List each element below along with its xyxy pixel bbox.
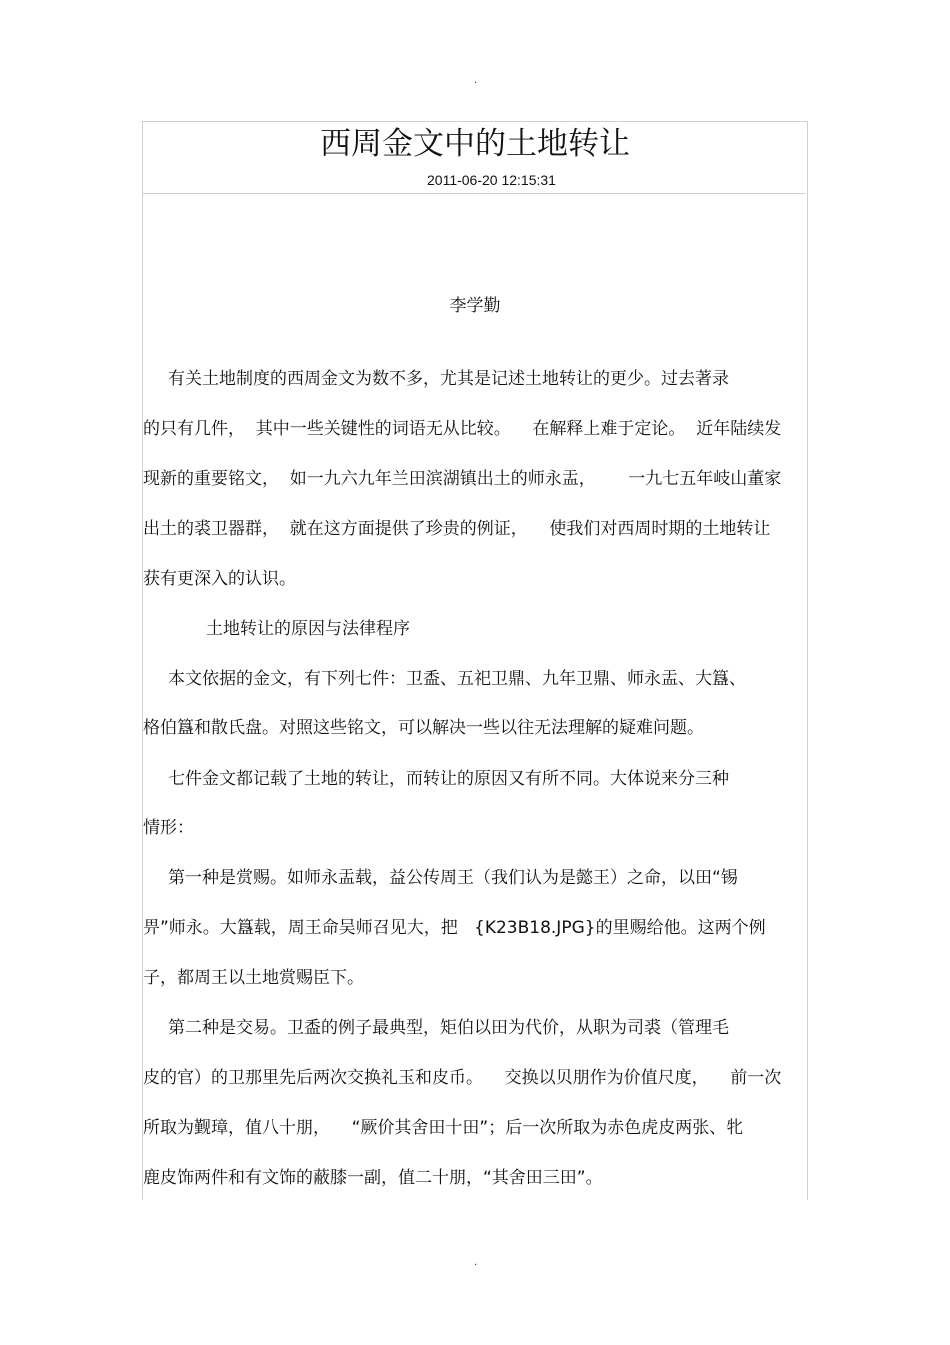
- paragraph-line: 情形：: [143, 818, 194, 838]
- paragraph-line: 皮的官）的卫那里先后两次交换礼玉和皮币。 交换以贝朋作为价值尺度， 前一次: [143, 1068, 782, 1088]
- paragraph-line: 子，都周王以土地赏赐臣下。: [143, 968, 364, 988]
- paragraph-line: 现新的重要铭文， 如一九六九年兰田滨湖镇出土的师永盂， 一九七五年岐山董家: [143, 469, 782, 489]
- article-title: 西周金文中的土地转让: [320, 126, 630, 162]
- paragraph-line: 七件金文都记载了土地的转让，而转让的原因又有所不同。大体说来分三种: [168, 769, 729, 789]
- paragraph-line: 第一种是赏赐。如师永盂载，益公传周王（我们认为是懿王）之命，以田“锡: [168, 868, 738, 888]
- paragraph-line: 获有更深入的认识。: [143, 569, 296, 589]
- page-marker-top: .: [474, 75, 478, 86]
- paragraph-line: 第二种是交易。卫盉的例子最典型，矩伯以田为代价，从职为司裘（管理毛: [168, 1018, 729, 1038]
- paragraph-line: 鹿皮饰两件和有文饰的蔽膝一副，值二十朋，“其舍田三田”。: [143, 1168, 603, 1188]
- paragraph-line: 本文依据的金文，有下列七件：卫盉、五祀卫鼎、九年卫鼎、师永盂、大簋、: [168, 669, 746, 689]
- article-author: 李学勤: [449, 296, 501, 316]
- paragraph-line: 出土的裘卫器群， 就在这方面提供了珍贵的例证， 使我们对西周时期的土地转让: [143, 519, 771, 539]
- section-heading: 土地转让的原因与法律程序: [206, 619, 410, 639]
- page-marker-bottom: .: [474, 1257, 478, 1268]
- paragraph-line: 格伯簋和散氏盘。对照这些铭文，可以解决一些以往无法理解的疑难问题。: [143, 718, 704, 738]
- paragraph-line: 畀”师永。大簋载，周王命吴师召见大，把 {K23B18.JPG}的里赐给他。这两个例: [143, 918, 766, 938]
- paragraph-line: 的只有几件， 其中一些关键性的词语无从比较。 在解释上难于定论。 近年陆续发: [143, 419, 782, 439]
- paragraph-line: 所取为觐璋，值八十朋， “厥价其舍田十田”；后一次所取为赤色虎皮两张、牝: [143, 1118, 744, 1138]
- paragraph-line: 有关土地制度的西周金文为数不多，尤其是记述土地转让的更少。过去著录: [168, 369, 729, 389]
- article-datetime: 2011-06-20 12:15:31: [427, 172, 556, 188]
